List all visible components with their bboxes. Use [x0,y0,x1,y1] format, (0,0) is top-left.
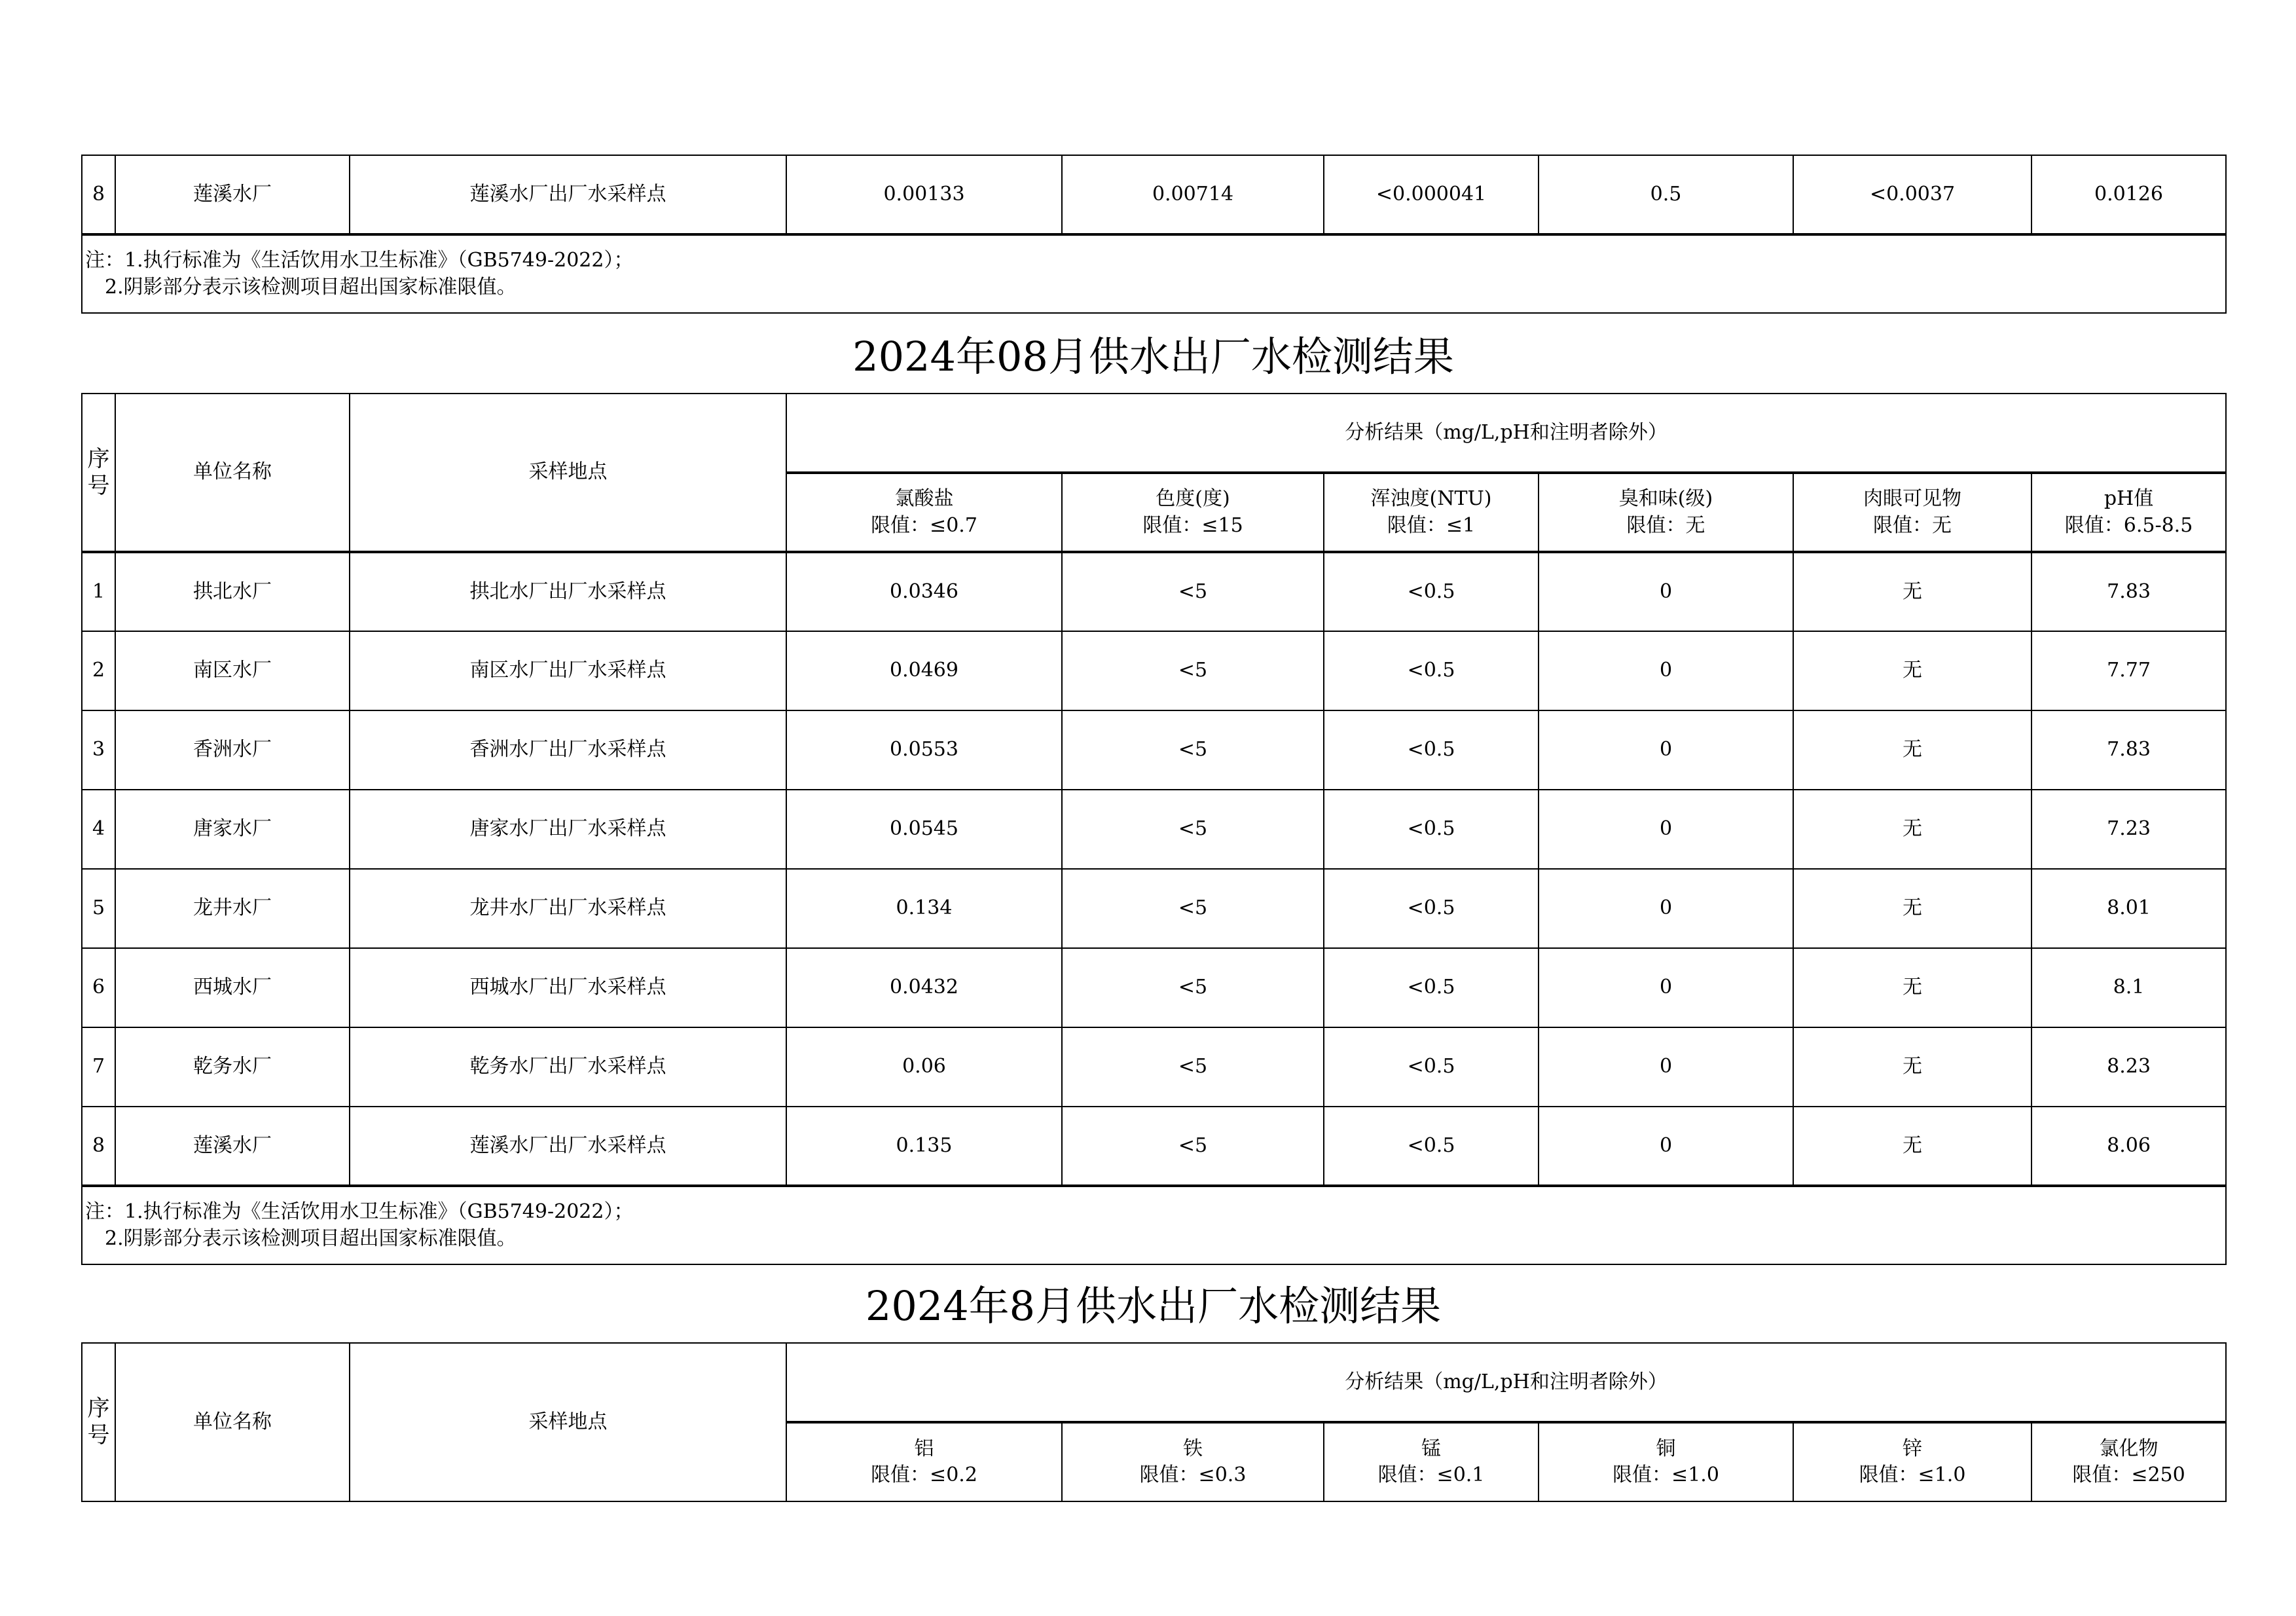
header-row [82,394,2226,473]
table-cell: <0.5 [1324,710,1539,790]
table-cell: 8.06 [2032,1107,2226,1186]
table-cell: 南区水厂出厂水采样点 [350,631,786,710]
column-name: 铜 [1656,1437,1676,1460]
table-cell: <0.5 [1324,948,1539,1027]
column-name: 氯化物 [2099,1437,2159,1460]
table-cell: 南区水厂 [115,631,350,710]
column-name: 浑浊度(NTU) [1370,487,1492,510]
table-cell: <5 [1062,869,1324,948]
table-cell: 0 [1539,710,1793,790]
table-cell: <5 [1062,710,1324,790]
table-cell: 无 [1793,1027,2032,1107]
table-cell: <5 [1062,1027,1324,1107]
table-cell: <0.5 [1324,552,1539,631]
table-cell: <5 [1062,631,1324,710]
table-cell: 0 [1539,790,1793,869]
notes-row [82,1186,2226,1264]
column-name: 色度(度) [1156,487,1230,510]
table-cell: 7.83 [2032,710,2226,790]
table-cell: 莲溪水厂出厂水采样点 [350,155,786,234]
column-limit: 限值：≤0.3 [1139,1463,1247,1486]
header-column [1539,473,1793,552]
header-unit-name: 单位名称 [115,1343,350,1501]
column-name: 臭和味(级) [1618,487,1713,510]
table-cell: 0.5 [1539,155,1793,234]
table-partial-previous [81,155,2227,314]
table-cell: 香洲水厂出厂水采样点 [350,710,786,790]
table-cell: 0.06 [786,1027,1062,1107]
table-cell: 8.23 [2032,1027,2226,1107]
table-cell: <5 [1062,948,1324,1027]
table-row [82,948,2226,1027]
table-cell: 乾务水厂出厂水采样点 [350,1027,786,1107]
column-limit: 限值：≤1.0 [1613,1463,1719,1486]
table-row [82,869,2226,948]
table-cell: 0.134 [786,869,1062,948]
column-limit: 限值：≤0.1 [1377,1463,1485,1486]
table-cell: <5 [1062,790,1324,869]
column-limit: 限值：≤1.0 [1859,1463,1966,1486]
table-cell: <0.5 [1324,1027,1539,1107]
table-cell: 7 [82,1027,115,1107]
notes-row [82,234,2226,313]
table-cell: 0 [1539,1107,1793,1186]
table-cell: 无 [1793,631,2032,710]
table-cell: 西城水厂出厂水采样点 [350,948,786,1027]
table-cell: 0.0553 [786,710,1062,790]
header-row [82,1343,2226,1422]
header-seq: 序号 [82,1343,115,1501]
table-cell: 0 [1539,552,1793,631]
table-cell: 西城水厂 [115,948,350,1027]
table-cell: <0.000041 [1324,155,1539,234]
column-limit: 限值：≤1 [1387,513,1476,537]
table-row [82,552,2226,631]
header-column [1539,1422,1793,1501]
table-row [82,155,2226,234]
header-analysis-results: 分析结果（mg/L,pH和注明者除外） [786,1343,2226,1422]
table-cell: 0.0432 [786,948,1062,1027]
table-cell: 5 [82,869,115,948]
table-cell: 2 [82,631,115,710]
header-unit-name: 单位名称 [115,394,350,552]
column-limit: 限值：无 [1873,513,1952,537]
table-cell: 莲溪水厂出厂水采样点 [350,1107,786,1186]
column-name: 锌 [1903,1437,1922,1460]
table-cell: 0 [1539,631,1793,710]
table-cell: 6 [82,948,115,1027]
header-column [786,1422,1062,1501]
table-cell: 唐家水厂 [115,790,350,869]
table-cell: 8 [82,155,115,234]
column-name: 肉眼可见物 [1863,487,1961,510]
header-column [1324,1422,1539,1501]
table2-title: 2024年08月供水出厂水检测结果 [852,333,1454,380]
table-cell: 唐家水厂出厂水采样点 [350,790,786,869]
column-name: 氯酸盐 [894,487,954,510]
header-sampling-site: 采样地点 [350,394,786,552]
header-column [786,473,1062,552]
table-cell: 拱北水厂出厂水采样点 [350,552,786,631]
header-seq: 序号 [82,394,115,552]
header-column [1793,1422,2032,1501]
table-row [82,1107,2226,1186]
table-cell: 0.0346 [786,552,1062,631]
table-cell: <5 [1062,1107,1324,1186]
column-limit: 限值：≤0.7 [871,513,977,537]
note-line: 2.阴影部分表示该检测项目超出国家标准限值。 [85,1226,517,1250]
table-cell: <5 [1062,552,1324,631]
table-cell: 8.01 [2032,869,2226,948]
header-column [2032,1422,2226,1501]
table-row [82,1027,2226,1107]
table-cell: 莲溪水厂 [115,1107,350,1186]
table-cell: <0.0037 [1793,155,2032,234]
table-cell: 3 [82,710,115,790]
table-cell: 拱北水厂 [115,552,350,631]
header-sampling-site: 采样地点 [350,1343,786,1501]
table-cell: 无 [1793,948,2032,1027]
table-row [82,710,2226,790]
note-line: 2.阴影部分表示该检测项目超出国家标准限值。 [85,275,517,299]
table-cell: 0 [1539,948,1793,1027]
table-cell: 4 [82,790,115,869]
column-limit: 限值：≤0.2 [871,1463,977,1486]
column-name: 铝 [914,1437,934,1460]
table-cell: <0.5 [1324,790,1539,869]
table-cell: 7.23 [2032,790,2226,869]
column-name: 锰 [1421,1437,1441,1460]
table-cell: <0.5 [1324,1107,1539,1186]
table-cell: 0.135 [786,1107,1062,1186]
table-cell: 龙井水厂出厂水采样点 [350,869,786,948]
table-cell: 0.0469 [786,631,1062,710]
table-cell: 8 [82,1107,115,1186]
table-cell: 无 [1793,710,2032,790]
table-cell: 0.0545 [786,790,1062,869]
header-column [1324,473,1539,552]
table-august-results-2 [81,1342,2227,1502]
column-limit: 限值：≤15 [1142,513,1243,537]
table-cell: 无 [1793,869,2032,948]
header-column [1062,473,1324,552]
header-column [1062,1422,1324,1501]
table-cell: 7.83 [2032,552,2226,631]
table-cell: 乾务水厂 [115,1027,350,1107]
note-line: 注：1.执行标准为《生活饮用水卫生标准》（GB5749-2022）； [85,249,634,272]
header-column [1793,473,2032,552]
table-row [82,631,2226,710]
notes [82,234,2226,313]
column-name: 铁 [1183,1437,1203,1460]
table-cell: 无 [1793,1107,2032,1186]
table-cell: <0.5 [1324,869,1539,948]
header-column [2032,473,2226,552]
column-limit: 限值：≤250 [2072,1463,2185,1486]
table-cell: 香洲水厂 [115,710,350,790]
table-cell: 0 [1539,869,1793,948]
table-cell: 0.00714 [1062,155,1324,234]
table-cell: 0.00133 [786,155,1062,234]
column-limit: 限值：6.5-8.5 [2064,513,2193,537]
column-name: pH值 [2104,487,2154,510]
table-cell: 莲溪水厂 [115,155,350,234]
header-analysis-results: 分析结果（mg/L,pH和注明者除外） [786,394,2226,473]
table-cell: 8.1 [2032,948,2226,1027]
notes [82,1186,2226,1264]
table-cell: 1 [82,552,115,631]
note-line: 注：1.执行标准为《生活饮用水卫生标准》（GB5749-2022）； [85,1200,634,1223]
table-cell: 无 [1793,552,2032,631]
table-row [82,790,2226,869]
column-limit: 限值：无 [1626,513,1705,537]
table-cell: 7.77 [2032,631,2226,710]
table-cell: 无 [1793,790,2032,869]
table-cell: 龙井水厂 [115,869,350,948]
table-cell: 0 [1539,1027,1793,1107]
table3-title: 2024年8月供水出厂水检测结果 [865,1282,1442,1330]
table-cell: <0.5 [1324,631,1539,710]
table-cell: 0.0126 [2032,155,2226,234]
table-august-results-1 [81,393,2227,1265]
